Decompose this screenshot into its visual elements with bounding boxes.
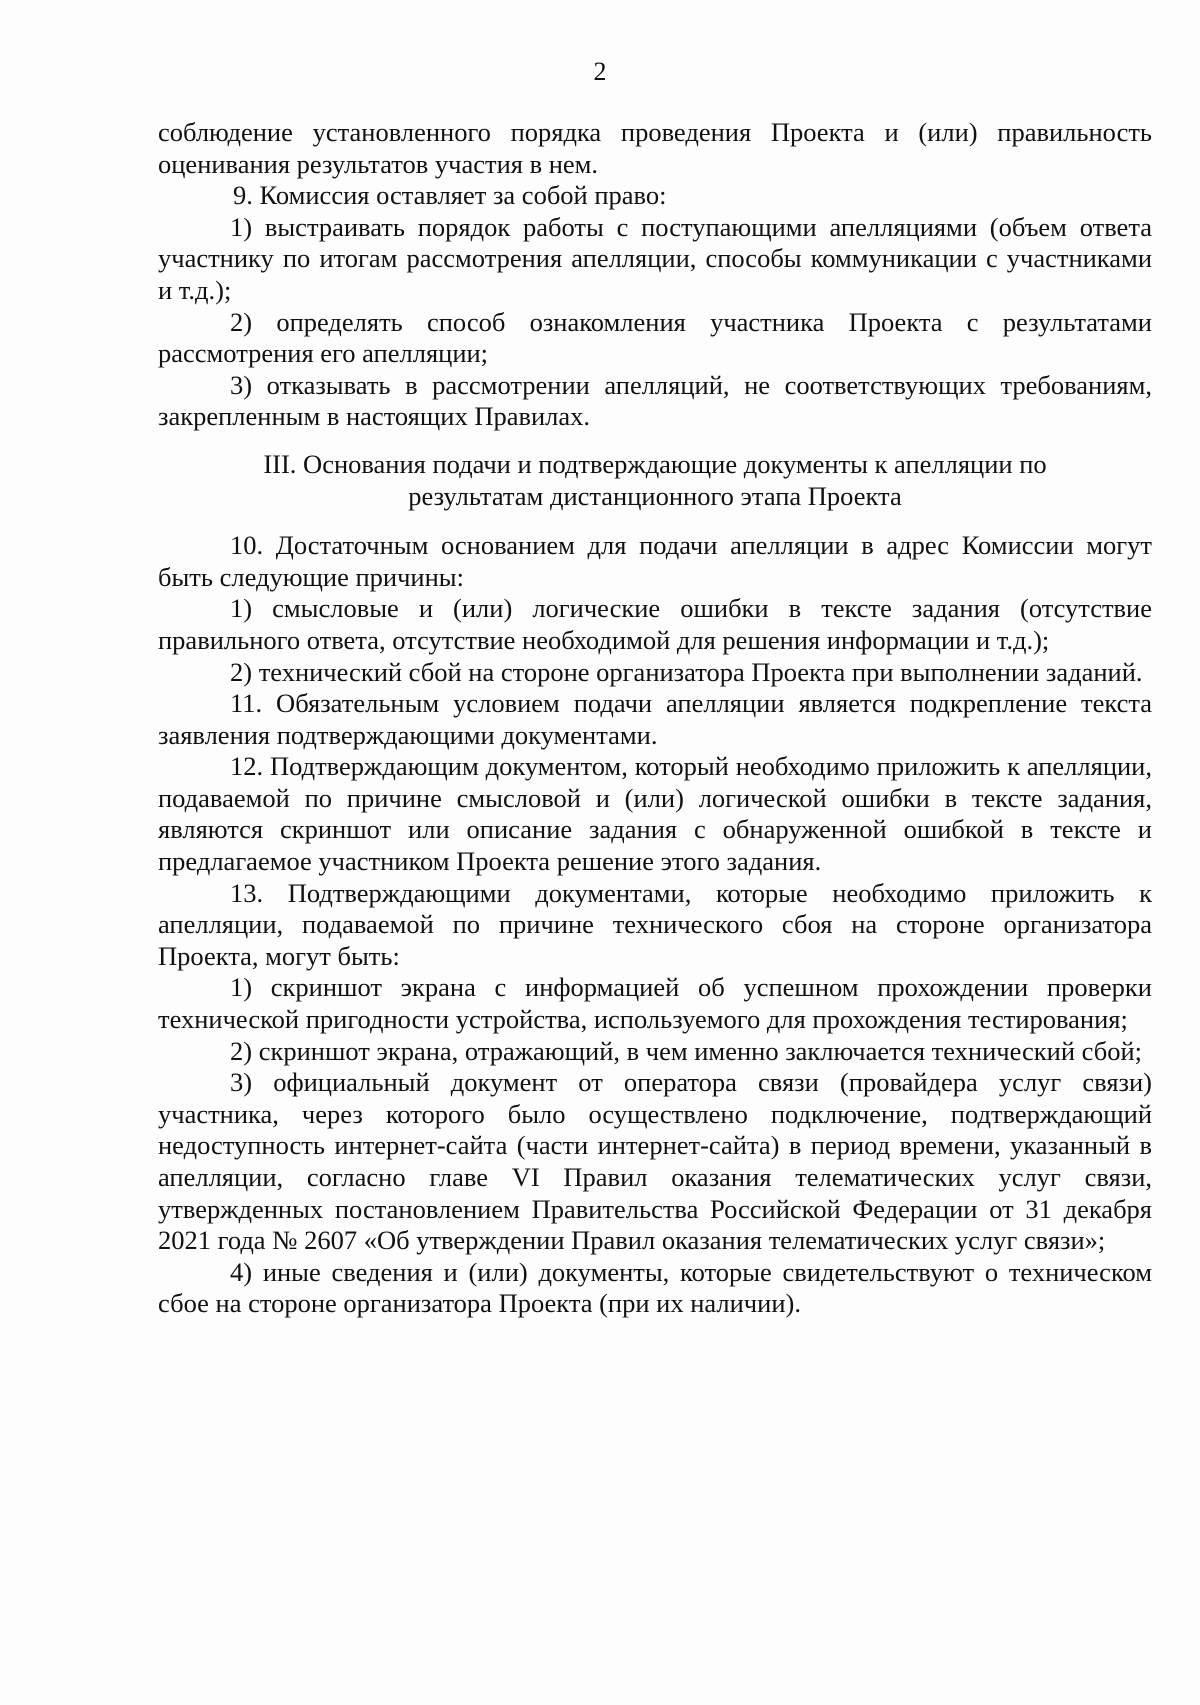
paragraph-13-item-4: 4) иные сведения и (или) документы, которые свидетельствуют о техническом сбое на стороне организатора Проекта (при их наличии). xyxy=(158,1256,1152,1319)
paragraph-9: 9. Комиссия оставляет за собой право: xyxy=(233,180,667,211)
paragraph-continuation: соблюдение установленного порядка проведения Проекта и (или) правильность оценивания результатов участия в нем. xyxy=(158,117,1152,179)
section-heading-line-2: результатам дистанционного этапа Проекта xyxy=(408,480,902,511)
paragraph-13-item-2: 2) скриншот экрана, отражающий, в чем именно заключается технический сбой; xyxy=(230,1035,1142,1066)
paragraph-10-item-2: 2) технический сбой на стороне организатора Проекта при выполнении заданий. xyxy=(230,656,1143,687)
section-heading-line-1: III. Основания подачи и подтверждающие документы к апелляции по xyxy=(263,448,1047,479)
paragraph-13-item-1: 1) скриншот экрана с информацией об успешном прохождении проверки технической пригодности устройства, используемого для прохождения тестирования; xyxy=(158,972,1152,1035)
document-body xyxy=(158,117,1152,1320)
paragraph-11: 11. Обязательным условием подачи апелляции является подкрепление текста заявления подтверждающими документами. xyxy=(158,688,1152,750)
paragraph-9-item-3: 3) отказывать в рассмотрении апелляций, не соответствующих требованиям, закрепленным в настоящих Правилах. xyxy=(158,369,1152,432)
paragraph-9-item-2: 2) определять способ ознакомления участника Проекта с результатами рассмотрения его апелляции; xyxy=(158,306,1152,369)
section-heading xyxy=(158,449,1152,512)
paragraph-13-item-3: 3) официальный документ от оператора связи (провайдера услуг связи) участника, через которого было осуществлено подключение, подтверждающий недоступность интернет-сайта (части интернет-сайта) в период времени, указанный в апелляции, согласно главе VI Правил оказания телематических услуг связи, утвержденных постановлением Правительства Российской Федерации от 31 декабря 2021 года № 2607 «Об утверждении Правил оказания телематических услуг связи»; xyxy=(158,1067,1152,1256)
paragraph-13: 13. Подтверждающими документами, которые необходимо приложить к апелляции, подаваемой по причине технического сбоя на стороне организатора Проекта, могут быть: xyxy=(158,877,1152,971)
paragraph-12: 12. Подтверждающим документом, который необходимо приложить к апелляции, подаваемой по причине смысловой и (или) логической ошибки в тексте задания, являются скриншот или описание задания с обнаруженной ошибкой в тексте и предлагаемое участником Проекта решение этого задания. xyxy=(158,751,1152,877)
paragraph-10: 10. Достаточным основанием для подачи апелляции в адрес Комиссии могут быть следующие причины: xyxy=(158,530,1152,592)
paragraph-10-item-1: 1) смысловые и (или) логические ошибки в тексте задания (отсутствие правильного ответа, отсутствие необходимой для решения информации и т.д.); xyxy=(158,593,1152,655)
page-number: 2 xyxy=(593,57,607,86)
paragraph-9-item-1: 1) выстраивать порядок работы с поступающими апелляциями (объем ответа участнику по итогам рассмотрения апелляции, способы коммуникации с участниками и т.д.); xyxy=(158,211,1152,305)
